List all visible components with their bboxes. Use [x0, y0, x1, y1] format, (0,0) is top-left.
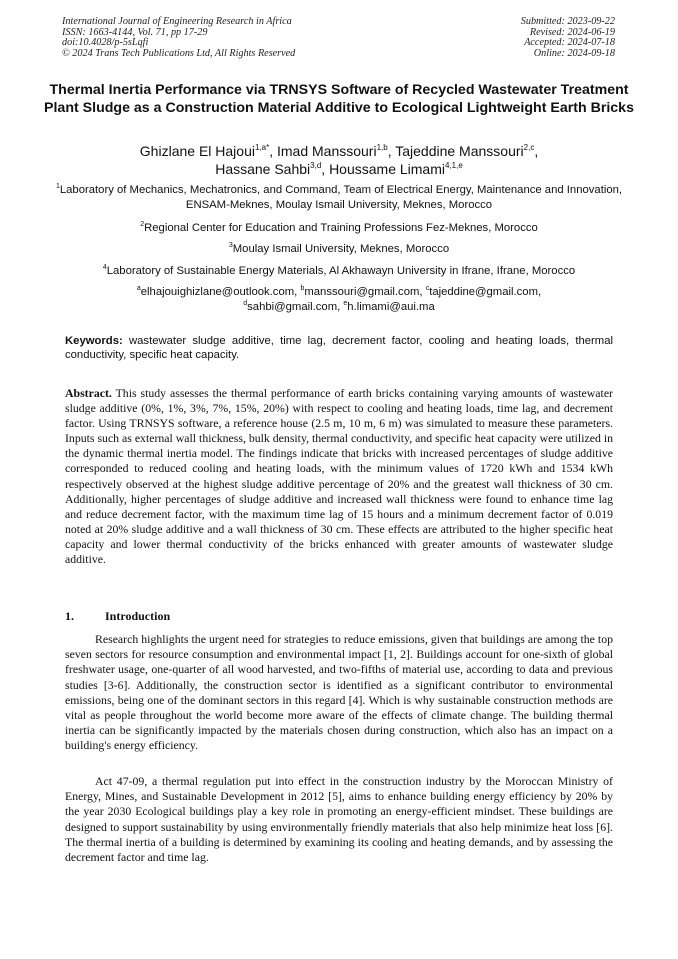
- author: Imad Manssouri$^{1,b}$,: [276, 143, 396, 159]
- author: Tajeddine Manssouri$^{2,c}$,: [395, 143, 539, 159]
- email-list: $^a$elhajouighizlane@outlook.com, $^b$manssouri@gmail.com, $^c$tajeddine@gmail.com, $^d$sahbi@gmail.com, $^e$h.limami@aui.ma: [136, 285, 542, 313]
- body-paragraph: Research highlights the urgent need for strategies to reduce emissions, given that buildings are among the top seven sectors for resource consumption and environmental impact [1, 2]. Buildings account for one-sixth of global freshwater usage, one-quarter of all wood harvested, and two-fifths of material use, according to data and previous studies [3-6]. Additionally, the construction sector is identified as a significant contributor to environmental emissions, being one of the dominant sectors in this regard [4]. Which is why sustainable construction methods are vital as people throughout the world become more aware of the effects of climate change. The building thermal inertia can be significantly impacted by the materials chosen during construction, which also has an impact on a building's energy efficiency.: [65, 632, 613, 753]
- section-title: Introduction: [105, 609, 171, 623]
- section-heading: [65, 609, 170, 624]
- abstract-text: This study assesses the thermal performance of earth bricks containing varying amounts of wastewater sludge additive (0%, 1%, 3%, 7%, 15%, 20%) with respect to cooling and heating loads, time lag, and decrement factor. Using TRNSYS software, a reference house (2.5 m, 10 m, 6 m) was simulated to measure these parameters. Inputs such as external wall thickness, bulk density, thermal conductivity, and specific heat capacity were utilized in the dynamic thermal inertia model. The findings indicate that bricks with increased percentages of sludge additive corresponded to reduced cooling and heating loads, with the minimum values of 1720 kWh and 1534 kWh respectively observed at the highest sludge additive percentage of 20% and the greatest wall thickness of 30 cm. Additionally, higher percentages of sludge additive and increased wall thickness were found to enhance time lag and reduce decrement factor, with the maximum time lag of 15 hours and a minimum decrement factor of 0.019 noted at 20% sludge additive and a wall thickness of 30 cm. These effects are attributed to the higher specific heat capacity and lower thermal conductivity of the bricks enhanced with greater amounts of wastewater sludge additive.: [65, 386, 613, 567]
- date-accepted: Accepted: 2024-07-18: [524, 37, 615, 49]
- email[interactable]: $^b$manssouri@gmail.com: [300, 285, 420, 298]
- affiliation-3: $^3$Moulay Ismail University, Meknes, Morocco: [228, 242, 450, 255]
- date-revised: Revised: 2024-06-19: [529, 26, 615, 38]
- email[interactable]: $^d$sahbi@gmail.com: [243, 300, 338, 313]
- abstract-label: Abstract.: [65, 386, 112, 400]
- journal-copyright: © 2024 Trans Tech Publications Ltd, All Rights Reserved: [62, 47, 296, 59]
- journal-issn: ISSN: 1663-4144, Vol. 71, pp 17-29: [62, 26, 208, 38]
- author: Hassane Sahbi$^{3,d}$,: [215, 161, 330, 177]
- journal-header-right: [521, 17, 615, 59]
- author: Ghizlane El Hajoui$^{1,a*}$,: [139, 143, 277, 159]
- affiliation-2: $^2$Regional Center for Education and Training Professions Fez-Meknes, Morocco: [140, 221, 538, 234]
- author-list: [40, 142, 638, 178]
- affiliation-4: $^4$Laboratory of Sustainable Energy Materials, Al Akhawayn University in Ifrane, Ifrane, Morocco: [102, 264, 576, 277]
- keywords-text: wastewater sludge additive, time lag, decrement factor, cooling and heating loads, thermal conductivity, specific heat capacity.: [65, 335, 614, 361]
- abstract: [65, 386, 613, 567]
- date-online: Online: 2024-09-18: [533, 47, 615, 59]
- email[interactable]: $^e$h.limami@aui.ma: [343, 300, 435, 313]
- journal-name: International Journal of Engineering Research in Africa: [62, 16, 292, 27]
- keywords-label: Keywords:: [65, 335, 123, 347]
- author: Houssame Limami$^{4,1,e}$: [329, 161, 463, 177]
- email[interactable]: $^c$tajeddine@gmail.com: [425, 285, 538, 298]
- affiliation-1: $^1$Laboratory of Mechanics, Mechatronics, and Command, Team of Electrical Energy, Maintenance and Innovation, ENSAM-Meknes, Moulay Ismail University, Meknes, Morocco: [55, 183, 623, 211]
- keywords: [65, 334, 613, 362]
- paper-title: Thermal Inertia Performance via TRNSYS Software of Recycled Wastewater Treatment Plant Sludge as a Construction Material Additive to Ecological Lightweight Earth Bricks: [44, 82, 634, 116]
- body-paragraph: Act 47-09, a thermal regulation put into effect in the construction industry by the Moroccan Ministry of Energy, Mines, and Sustainable Development in 2012 [5], aims to enhance building energy efficiency by 20% by the year 2030 Ecological buildings play a key role in promoting an energy-efficient mindset. These buildings are designed to support sustainability by using environmentally friendly materials that also help minimize heat loss [6]. The thermal inertia of a building is determined by examining its cooling and heating demands, and by assessing the decrement factor and time lag.: [65, 774, 613, 865]
- journal-doi: doi:10.4028/p-5sLqfi: [62, 37, 149, 49]
- email[interactable]: $^a$elhajouighizlane@outlook.com: [136, 285, 295, 298]
- date-submitted: Submitted: 2023-09-22: [520, 16, 615, 27]
- journal-header-left: [62, 17, 295, 59]
- section-number: 1.: [65, 609, 74, 623]
